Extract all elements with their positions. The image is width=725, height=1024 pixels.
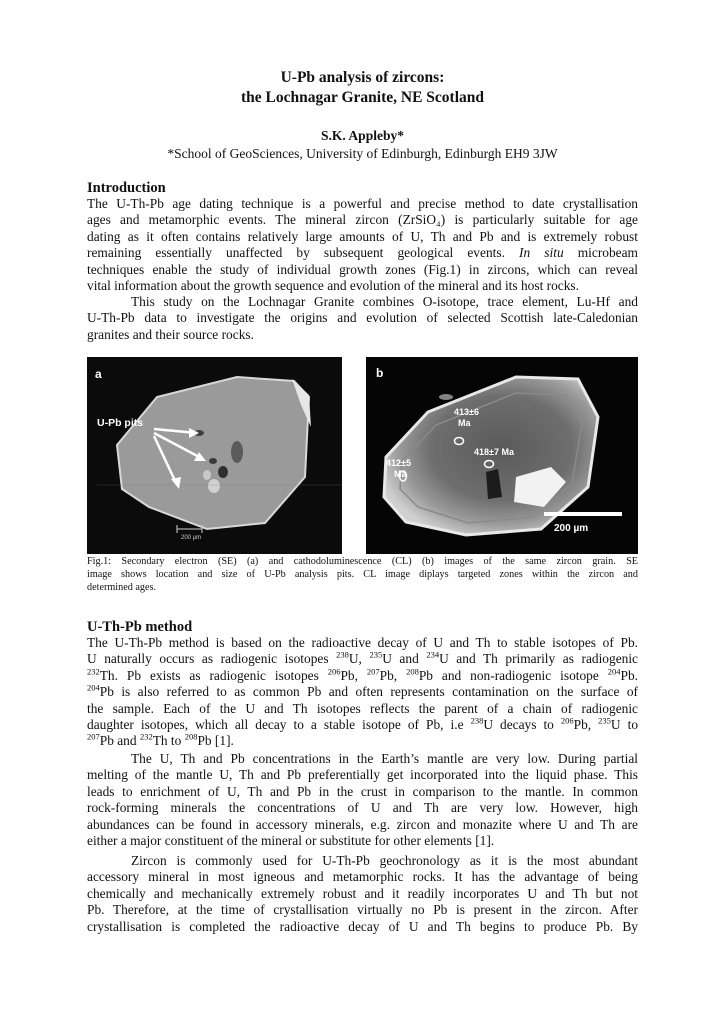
text-line: techniques enable the study of individual growth zones (Fig.1) in zircons, which can reveal — [87, 261, 638, 277]
text-line: accessory mineral in most igneous and metamorphic rocks. It has the advantage of being — [87, 869, 638, 885]
text-line: rock-forming minerals the concentrations of U and Th are very low. However, high — [87, 800, 638, 816]
text-line: abundances can be found in accessory minerals, e.g. zircon and monazite where U and Th are — [87, 816, 638, 832]
age-label-412: 412±5 — [386, 458, 411, 468]
text-line: The U-Th-Pb age dating technique is a powerful and precise method to date crystallisation — [87, 196, 638, 211]
text-line: remaining essentially unaffected by subsequent geological events. In situ microbeam — [87, 245, 638, 261]
introduction-paragraph-2 — [87, 294, 638, 343]
method-paragraph-3 — [87, 853, 638, 935]
text-line: $^{207}$Pb and $^{232}$Th to $^{208}$Pb [1]. — [87, 731, 234, 749]
figure-panel-b-cl-image — [366, 357, 638, 554]
text-line: daughter isotopes, which all decay to a stable isotope of Pb, i.e $^{238}$U decays to $^{206}$Pb, $^{235}$U to — [87, 715, 639, 733]
caption-line: Fig.1: Secondary electron (SE) (a) and cathodoluminescence (CL) (b) images of the same zircon grain. SE — [87, 556, 638, 567]
age-label-418: 418±7 Ma — [474, 447, 514, 457]
text-line: This study on the Lochnagar Granite combines O-isotope, trace element, Lu-Hf and — [131, 294, 638, 309]
text-line: crystallisation is completed the radioactive decay of U and Th begins to produce Pb. By — [87, 918, 638, 934]
text-line: vital information about the growth sequence and evolution of the mineral and its host rocks. — [87, 278, 579, 294]
text-line: melting of the mantle U, Th and Pb preferentially get incorporated into the liquid phase. This — [87, 767, 638, 783]
panel-a-letter: a — [95, 367, 102, 381]
text-line: $^{232}$Th. Pb exists as radiogenic isotopes $^{206}$Pb, $^{207}$Pb, $^{208}$Pb and non-radiogenic isotope $^{204}$Pb. — [87, 666, 638, 683]
text-line: The U, Th and Pb concentrations in the Earth’s mantle are very low. During partial — [131, 751, 638, 766]
panel-a-scale-bar-label: 200 µm — [181, 535, 202, 541]
text-line: $^{204}$Pb is also referred to as common Pb and often represents contamination on the surface of — [87, 682, 638, 700]
text-line: The U-Th-Pb method is based on the radioactive decay of U and Th to stable isotopes of Pb. — [87, 635, 638, 650]
panel-b-letter: b — [376, 366, 384, 380]
introduction-paragraph-1 — [87, 196, 638, 294]
text-line: chemically and mechanically extremely robust and it readily incorporates U and Th but not — [87, 885, 638, 901]
text-line: granites and their source rocks. — [87, 326, 254, 342]
text-line: either a major constituent of the mineral or substitute for other elements [1]. — [87, 833, 495, 849]
caption-line: image shows location and size of U-Pb analysis pits. CL image diplays targeted zones within the zircon and — [87, 569, 638, 580]
text-line: ages and metamorphic events. The mineral zircon (ZrSiO₄) is particularly suitable for age — [87, 212, 638, 228]
figure-1 — [87, 357, 638, 554]
text-line: U-Th-Pb data to investigate the origins and evolution of selected Scottish late-Caledonian — [87, 310, 638, 326]
method-heading: U-Th-Pb method — [87, 619, 193, 635]
introduction-heading: Introduction — [87, 180, 166, 196]
panel-b-scale-bar-label: 200 µm — [554, 523, 589, 534]
paper-title-line-2: the Lochnagar Granite, NE Scotland — [241, 89, 484, 106]
figure-1-caption — [87, 555, 638, 594]
text-line: Zircon is commonly used for U-Th-Pb geochronology as it is the most abundant — [131, 853, 638, 868]
u-pb-pits-label: U-Pb pits — [97, 417, 144, 429]
author-affiliation: *School of GeoSciences, University of Edinburgh, Edinburgh EH9 3JW — [167, 146, 558, 161]
zircon-se-image — [87, 357, 342, 554]
text-line: Pb. Therefore, at the time of crystallisation virtually no Pb is present in the zircon. After — [87, 902, 638, 918]
author-name: S.K. Appleby* — [321, 128, 404, 143]
zircon-cl-image — [366, 357, 638, 554]
method-paragraph-1 — [87, 635, 638, 750]
age-unit-413: Ma — [458, 418, 471, 428]
paper-title-line-1: U-Pb analysis of zircons: — [280, 69, 445, 86]
figure-panel-a-se-image — [87, 357, 342, 554]
age-unit-412: Ma — [394, 469, 407, 479]
age-label-413: 413±6 — [454, 407, 479, 417]
method-paragraph-2 — [87, 751, 638, 849]
text-line: the sample. Each of the U and Th isotopes reflects the parent of a chain of radiogenic — [87, 700, 638, 716]
text-line: dating as it often contains relatively large amounts of U, Th and Pb and is extremely robust — [87, 228, 638, 244]
text-line: U naturally occurs as radiogenic isotopes $^{238}$U, $^{235}$U and $^{234}$U and Th primarily as radiogenic — [87, 649, 638, 667]
text-line: leads to enrichment of U, Th and Pb in the crust in comparison to the mantle. In common — [87, 783, 638, 799]
caption-line: determined ages. — [87, 582, 157, 593]
